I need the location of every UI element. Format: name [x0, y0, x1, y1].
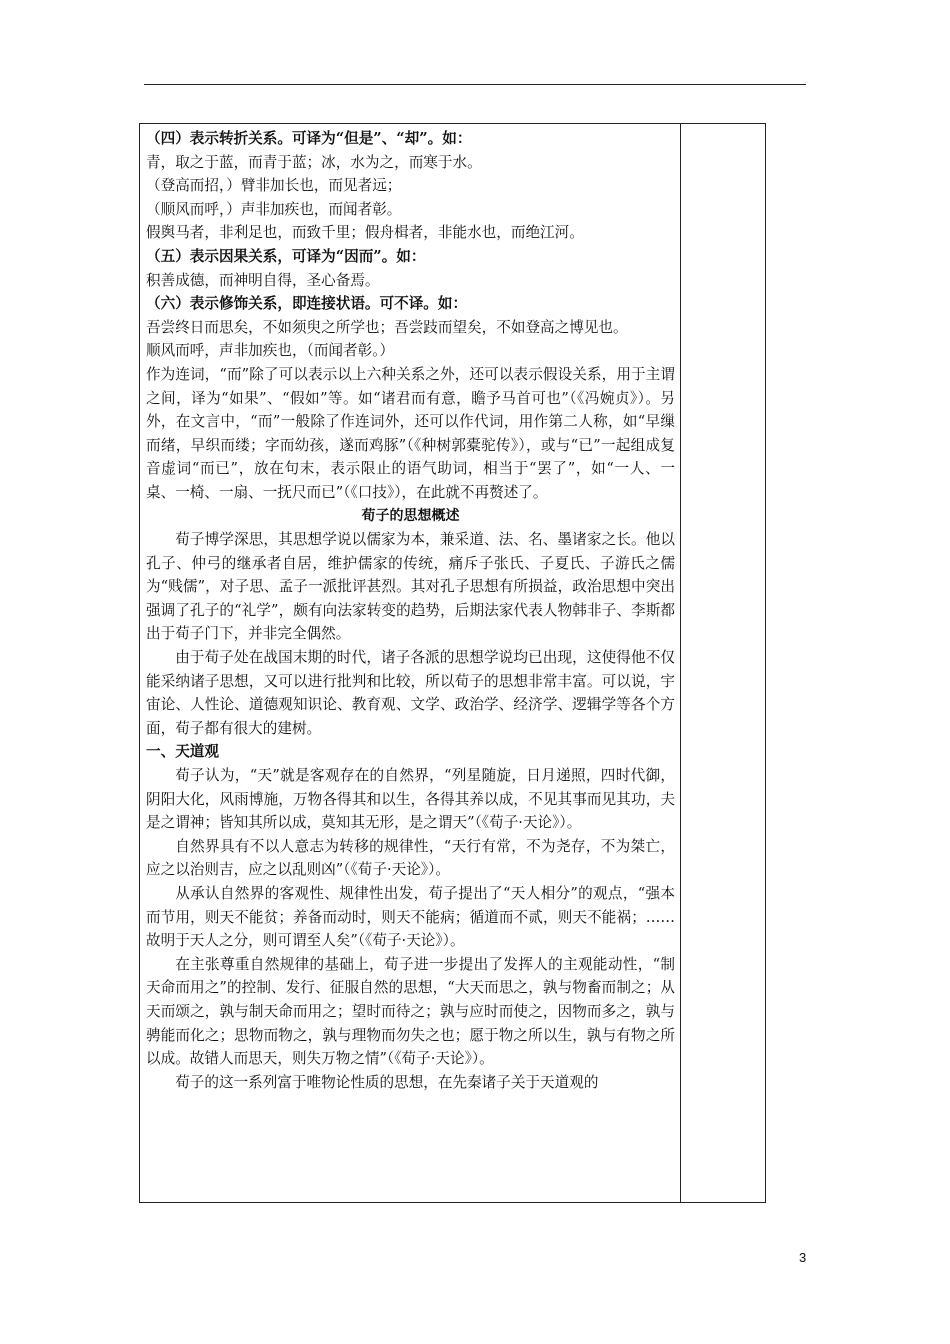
main-cell — [146, 127, 675, 1094]
paragraph: 积善成德，而神明自得，圣心备焉。 — [146, 271, 380, 289]
paragraph: 青，取之于蓝，而青于蓝；冰，水为之，而寒于水。 — [146, 153, 482, 171]
page-number: 3 — [799, 1250, 807, 1265]
paragraph: 由于荀子处在战国末期的时代，诸子各派的思想学说均已出现，这使得他不仅能采纳诸子思想，又可以进行批判和比较，所以荀子的思想非常丰富。可以说，宇宙论、人性论、道德观知识论、教育观、文学、政治学、经济学、逻辑学等各个方面，荀子都有很大的建树。 — [146, 649, 675, 737]
paragraph: （顺风而呼，）声非加疾也，而闻者彰。 — [146, 200, 402, 218]
paragraph: 荀子博学深思，其思想学说以儒家为本，兼采道、法、名、墨诸家之长。他以孔子、仲弓的继承者自居，维护儒家的传统，痛斥子张氏、子夏氏、子游氏之儒为“贱儒”，对子思、孟子一派批评甚烈。其对孔子思想有所损益，政治思想中突出强调了孔子的“礼学”，颇有向法家转变的趋势，后期法家代表人物韩非子、李斯都出于荀子门下，并非完全偶然。 — [146, 531, 675, 643]
paragraph: 在主张尊重自然规律的基础上，荀子进一步提出了发挥人的主观能动性，“制天命而用之”的控制、发行、征服自然的思想，“大天而思之，孰与物畜而制之；从天而颂之，孰与制天命而用之；望时而待之；孰与应时而使之，因物而多之，孰与骋能而化之；思物而物之，孰与理物而勿失之也；愿于物之所以生，孰与有物之所以成。故错人而思天，则失万物之情”（《荀子·天论》）。 — [146, 955, 675, 1068]
paragraph: （四）表示转折关系。可译为“但是”、“却”。如： — [146, 130, 472, 147]
paragraph: （五）表示因果关系，可译为“因而”。如： — [146, 247, 426, 265]
paragraph: 作为连词，“而”除了可以表示以上六种关系之外，还可以表示假设关系，用于主谓之间，译为“如果”、“假如”等。如“诸君而有意，瞻予马首可也”（《冯婉贞》）。另外，在文言中，“而”一般除了作连词外，还可以作代词，用作第二人称，如“早缫而绪，早织而缕；字而幼孩，遂而鸡豚”（《种树郭橐驼传》），或与“已”一起组成复音虚词“而已”，放在句末，表示限止的语气助词，相当于“罢了”，如“一人、一桌、一椅、一扇、一抚尺而已”（《口技》），在此就不再赘述了。 — [146, 365, 675, 501]
paragraph: 假舆马者，非利足也，而致千里；假舟楫者，非能水也，而绝江河。 — [146, 224, 584, 242]
paragraph: 吾尝终日而思矣，不如须臾之所学也；吾尝跂而望矣，不如登高之博见也。 — [146, 318, 628, 336]
paragraph: （登高而招，）臂非加长也，而见者远； — [146, 177, 402, 195]
column-divider — [680, 124, 681, 1202]
paragraph: 自然界具有不以人意志为转移的规律性，“天行有常，不为尧存，不为桀亡，应之以治则吉，应之以乱则凶”（《荀子·天论》）。 — [146, 837, 675, 879]
paragraph: 荀子的这一系列富于唯物论性质的思想，在先秦诸子关于天道观的 — [175, 1073, 599, 1091]
paragraph: 顺风而呼，声非加疾也，（而闻者彰。） — [146, 342, 395, 360]
paragraph: 从承认自然界的客观性、规律性出发，荀子提出了“天人相分”的观点，“强本而节用，则天不能贫；养备而动时，则天不能病；循道而不贰，则天不能祸；……故明于天人之分，则可谓至人矣”（《荀子·天论》）。 — [146, 885, 675, 950]
section-heading: 一、天道观 — [146, 743, 219, 761]
paragraph: （六）表示修饰关系，即连接状语。可不译。如： — [146, 295, 468, 313]
paragraph: 荀子认为，“天”就是客观存在的自然界，“列星随旋，日月递照，四时代御，阴阳大化，风雨博施，万物各得其和以生，各得其养以成，不见其事而见其功，夫是之谓神；皆知其所以成，莫知其无形，是之谓天”（《荀子·天论》）。 — [146, 767, 675, 832]
section-title: 荀子的思想概述 — [361, 507, 460, 524]
header-rule — [144, 84, 806, 85]
content-table — [139, 123, 766, 1203]
